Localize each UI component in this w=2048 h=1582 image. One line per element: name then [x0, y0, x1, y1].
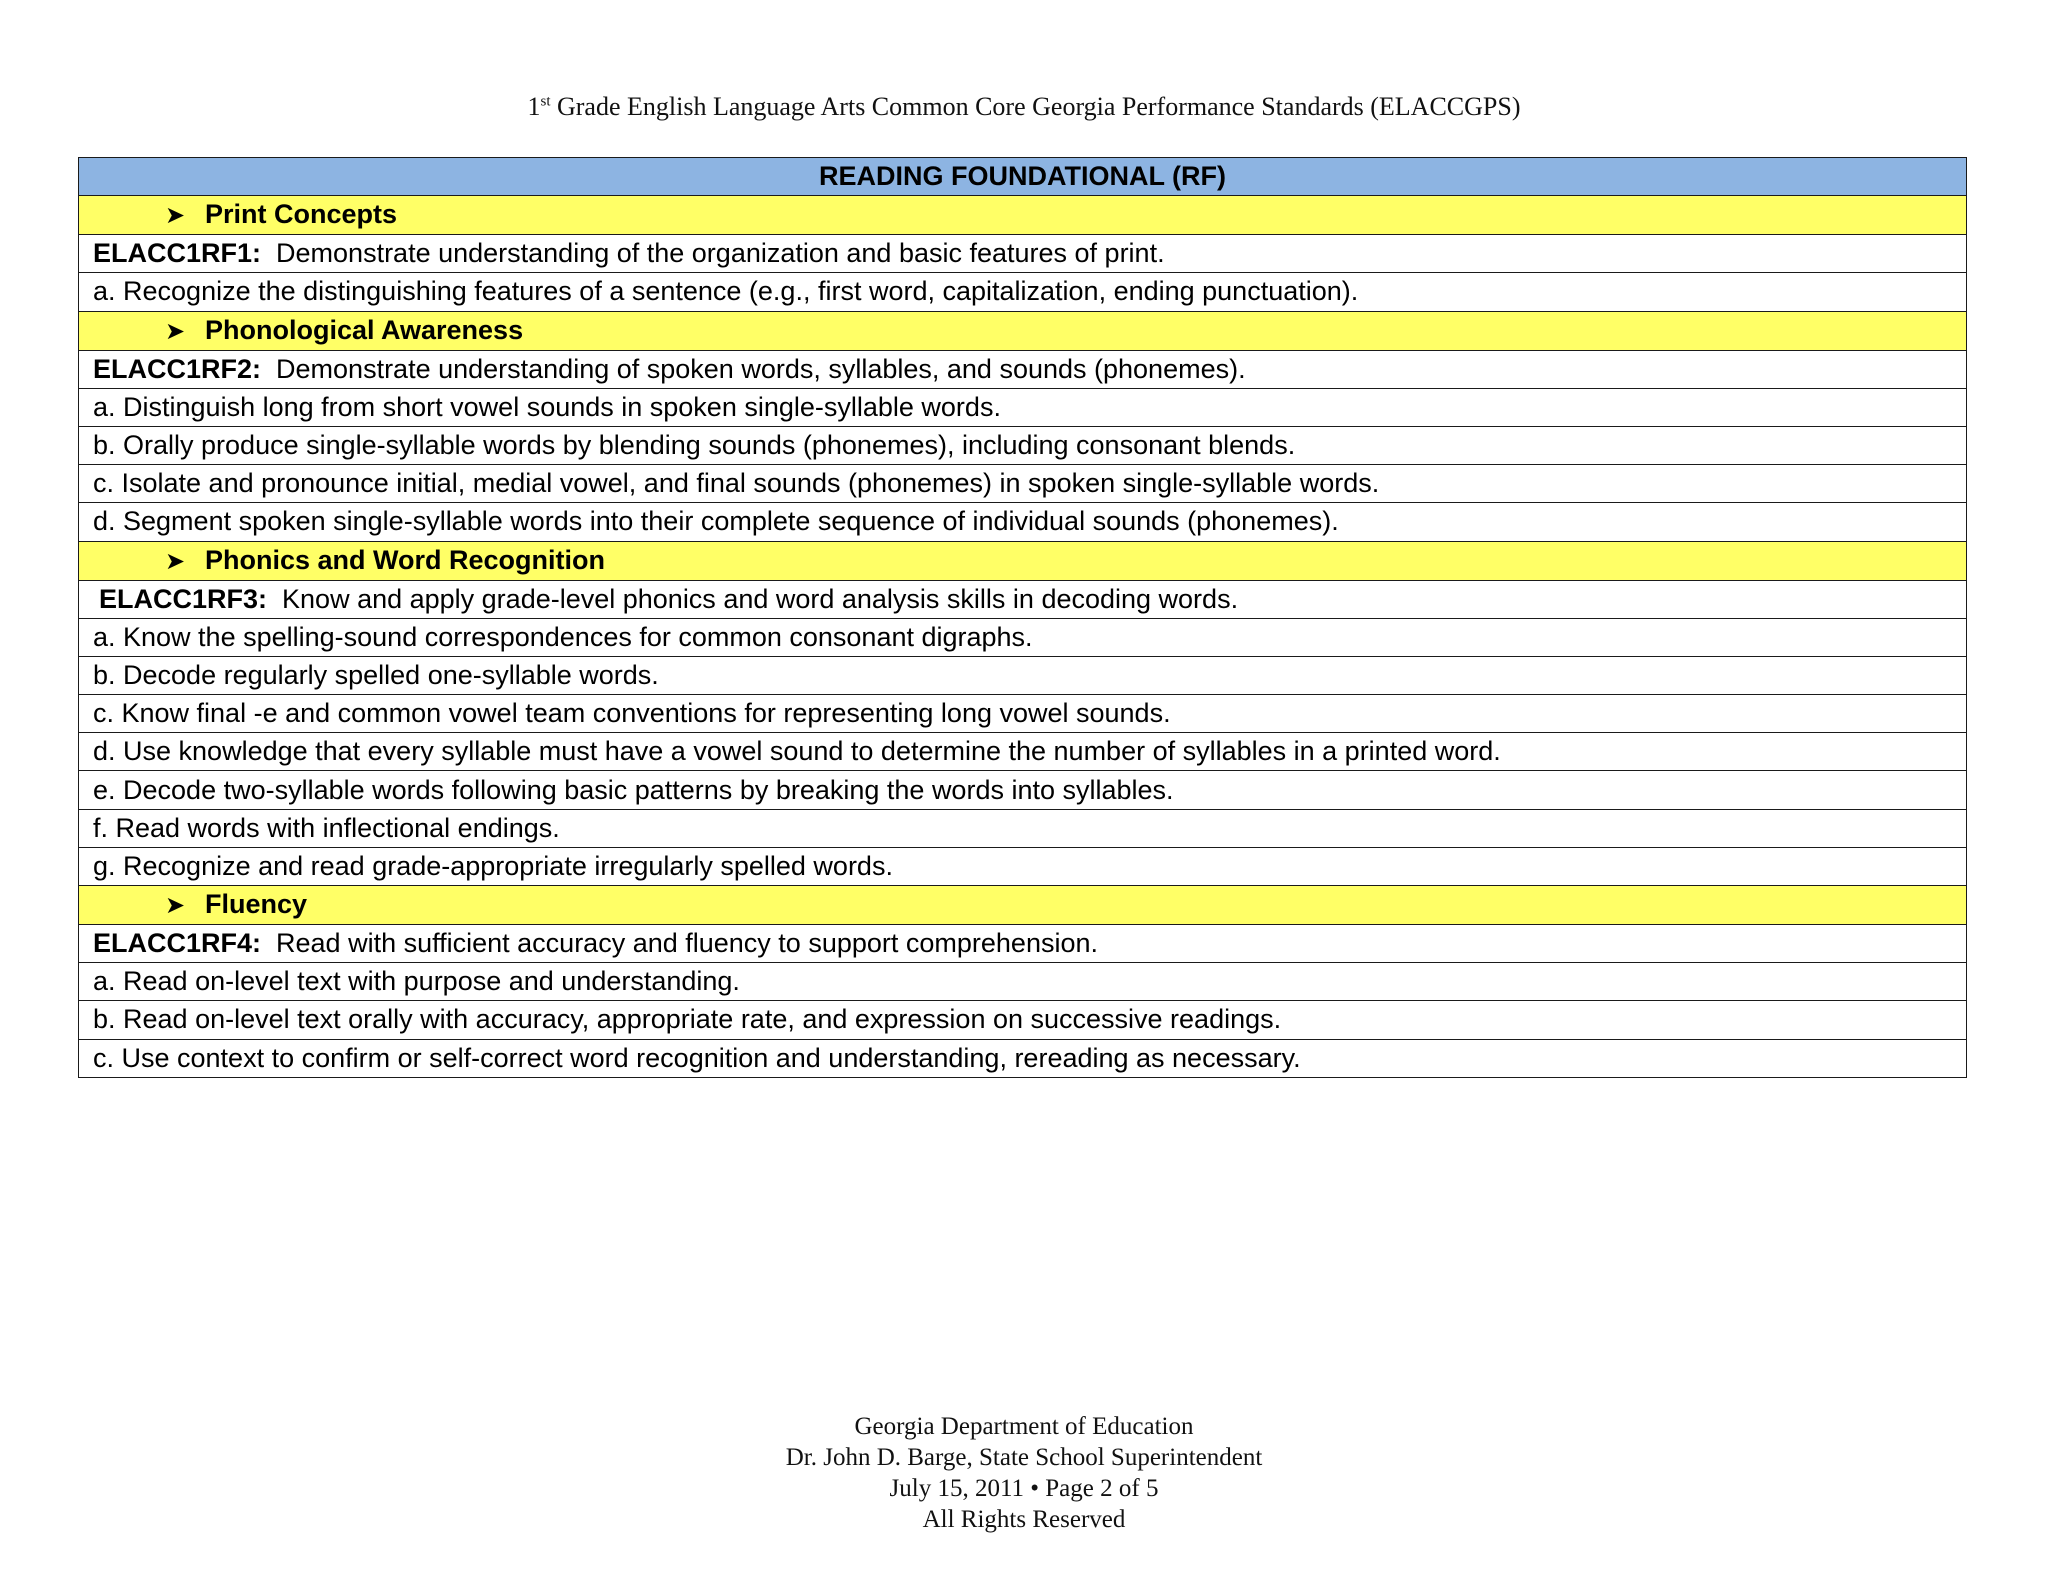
standard-row — [79, 235, 1967, 273]
table-header-row — [79, 158, 1967, 196]
item-text: f. Read words with inflectional endings. — [79, 809, 1967, 847]
item-row — [79, 503, 1967, 541]
standard-text: Demonstrate understanding of spoken words, syllables, and sounds (phonemes). — [276, 353, 1246, 384]
item-row — [79, 1001, 1967, 1039]
arrow-bullet-icon: ➤ — [165, 892, 186, 919]
item-text: a. Know the spelling-sound correspondences for common consonant digraphs. — [79, 618, 1967, 656]
footer-organization: Georgia Department of Education — [854, 1413, 1194, 1440]
page-footer — [0, 1411, 2048, 1535]
item-text: a. Recognize the distinguishing features of a sentence (e.g., first word, capitalization, ending punctuation). — [79, 273, 1967, 311]
section-row — [79, 311, 1967, 350]
title-ordinal-suffix: st — [540, 93, 551, 110]
arrow-bullet-icon: ➤ — [165, 547, 186, 575]
standard-row — [79, 580, 1967, 618]
item-row — [79, 388, 1967, 426]
item-row — [79, 618, 1967, 656]
standard-text: Demonstrate understanding of the organization and basic features of print. — [276, 238, 1165, 269]
section-label: Fluency — [205, 889, 308, 919]
item-text: d. Segment spoken single-syllable words into their complete sequence of individual sounds (phonemes). — [79, 503, 1967, 541]
item-row — [79, 273, 1967, 311]
footer-superintendent: Dr. John D. Barge, State School Superintendent — [785, 1444, 1263, 1471]
item-row — [79, 1039, 1967, 1077]
section-label: Phonological Awareness — [205, 314, 524, 345]
item-text: c. Isolate and pronounce initial, medial vowel, and final sounds (phonemes) in spoken single-syllable words. — [79, 465, 1967, 503]
section-row — [79, 886, 1967, 925]
item-row — [79, 809, 1967, 847]
standard-row — [79, 350, 1967, 388]
item-text: a. Distinguish long from short vowel sounds in spoken single-syllable words. — [79, 388, 1967, 426]
standard-code: ELACC1RF3: — [99, 583, 268, 614]
item-row — [79, 963, 1967, 1001]
standard-code: ELACC1RF1: — [93, 238, 262, 269]
section-row — [79, 541, 1967, 580]
standards-table — [78, 157, 1967, 1078]
item-row — [79, 465, 1967, 503]
standard-code: ELACC1RF2: — [93, 353, 262, 384]
item-text: e. Decode two-syllable words following basic patterns by breaking the words into syllables. — [79, 771, 1967, 809]
item-text: g. Recognize and read grade-appropriate irregularly spelled words. — [79, 847, 1967, 885]
standard-code: ELACC1RF4: — [93, 928, 262, 959]
item-text: a. Read on-level text with purpose and understanding. — [79, 963, 1967, 1001]
item-row — [79, 656, 1967, 694]
item-row — [79, 771, 1967, 809]
section-row — [79, 196, 1967, 235]
footer-rights: All Rights Reserved — [922, 1506, 1126, 1533]
arrow-bullet-icon: ➤ — [165, 202, 186, 230]
table-header: READING FOUNDATIONAL (RF) — [79, 158, 1967, 196]
item-text: b. Read on-level text orally with accuracy, appropriate rate, and expression on successive readings. — [79, 1001, 1967, 1039]
standard-text: Read with sufficient accuracy and fluency to support comprehension. — [276, 928, 1098, 959]
item-text: c. Use context to confirm or self-correct word recognition and understanding, rereading as necessary. — [79, 1039, 1967, 1077]
item-text: d. Use knowledge that every syllable must have a vowel sound to determine the number of syllables in a printed word. — [79, 733, 1967, 771]
standard-row — [79, 925, 1967, 963]
item-text: b. Orally produce single-syllable words by blending sounds (phonemes), including consonant blends. — [79, 426, 1967, 464]
section-label: Print Concepts — [205, 199, 398, 230]
page-title — [0, 90, 2048, 124]
standard-text: Know and apply grade-level phonics and word analysis skills in decoding words. — [282, 583, 1239, 614]
item-row — [79, 426, 1967, 464]
item-text: b. Decode regularly spelled one-syllable words. — [79, 656, 1967, 694]
title-text: Grade English Language Arts Common Core Georgia Performance Standards (ELACCGPS) — [550, 92, 1521, 121]
item-row — [79, 847, 1967, 885]
title-ordinal-number: 1 — [527, 92, 541, 121]
footer-date-page: July 15, 2011 • Page 2 of 5 — [889, 1475, 1159, 1502]
section-label: Phonics and Word Recognition — [205, 544, 606, 575]
item-row — [79, 733, 1967, 771]
arrow-bullet-icon: ➤ — [165, 317, 186, 345]
item-text: c. Know final -e and common vowel team conventions for representing long vowel sounds. — [79, 695, 1967, 733]
item-row — [79, 695, 1967, 733]
